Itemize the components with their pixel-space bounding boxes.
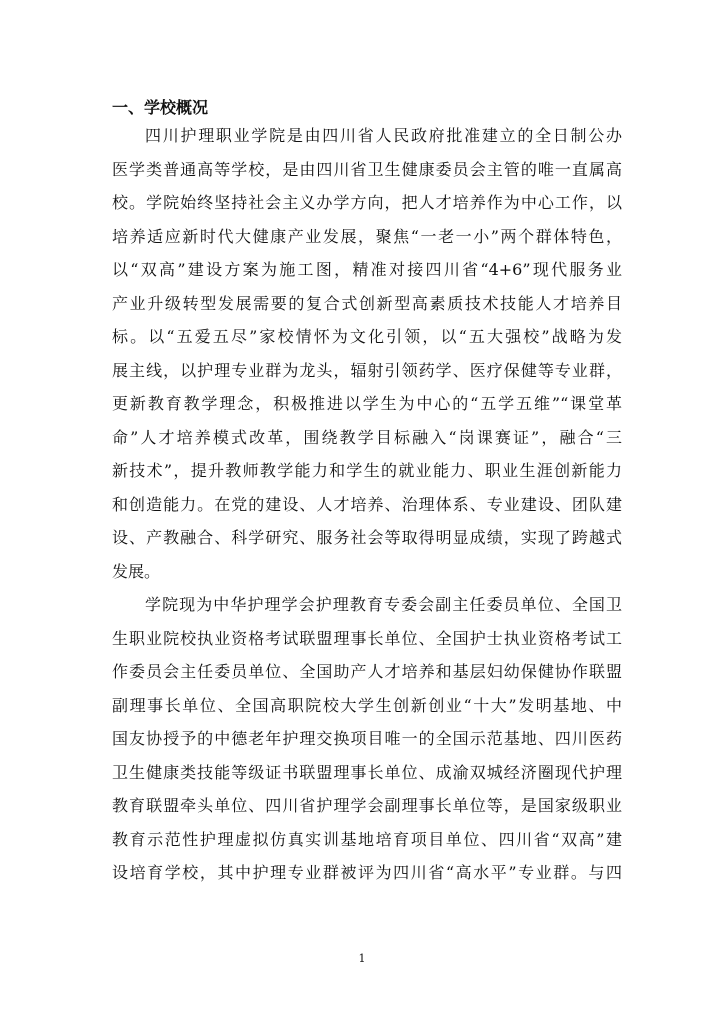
paragraph-2-line: 设培育学校，其中护理专业群被评为四川省“高水平”专业群。与四 — [112, 863, 622, 882]
paragraph-2-line: 学院现为中华护理学会护理教育专委会副主任委员单位、全国卫 — [145, 595, 622, 614]
paragraph-2-line: 生职业院校执业资格考试联盟理事长单位、全国护士执业资格考试工 — [112, 628, 622, 648]
paragraph-1-line: 展主线，以护理专业群为龙头，辐射引领药学、医疗保健等专业群， — [112, 360, 622, 380]
paragraph-1-line: 医学类普通高等学校，是由四川省卫生健康委员会主管的唯一直属高 — [112, 159, 622, 179]
paragraph-1-line: 更新教育教学理念，积极推进以学生为中心的“五学五维”“课堂革 — [112, 394, 622, 413]
paragraph-1-line: 培养适应新时代大健康产业发展，聚焦“一老一小”两个群体特色， — [112, 226, 622, 246]
paragraph-1-line: 命”人才培养模式改革，围绕教学目标融入“岗课赛证”，融合“三 — [112, 427, 622, 447]
paragraph-1-line: 以“双高”建设方案为施工图，精准对接四川省“4+6”现代服务业 — [112, 260, 622, 279]
paragraph-1-line: 标。以“五爱五尽”家校情怀为文化引领，以“五大强校”战略为发 — [112, 327, 622, 346]
paragraph-1-line: 设、产教融合、科学研究、服务社会等取得明显成绩，实现了跨越式 — [112, 528, 622, 547]
page-number: 1 — [358, 952, 366, 965]
body-text — [112, 119, 622, 890]
paragraph-1-line: 新技术”，提升教师教学能力和学生的就业能力、职业生涯创新能力 — [112, 461, 622, 480]
paragraph-1-line: 校。学院始终坚持社会主义办学方向，把人才培养作为中心工作，以 — [112, 193, 622, 212]
paragraph-2-line: 教育联盟牵头单位、四川省护理学会副理事长单位等，是国家级职业 — [112, 796, 622, 815]
paragraph-2-line: 作委员会主任委员单位、全国助产人才培养和基层妇幼保健协作联盟 — [112, 662, 622, 681]
paragraph-2-line: 副理事长单位、全国高职院校大学生创新创业“十大”发明基地、中 — [112, 695, 622, 715]
paragraph-2-line: 卫生健康类技能等级证书联盟理事长单位、成渝双城经济圈现代护理 — [112, 762, 622, 782]
paragraph-1-line: 产业升级转型发展需要的复合式创新型高素质技术技能人才培养目 — [112, 293, 622, 313]
paragraph-2-line: 教育示范性护理虚拟仿真实训基地培育项目单位、四川省“双高”建 — [112, 829, 622, 849]
section-heading: 一、学校概况 — [112, 98, 209, 117]
paragraph-1-line: 四川护理职业学院是由四川省人民政府批准建立的全日制公办 — [145, 126, 622, 145]
paragraph-2-line: 国友协授予的中德老年护理交换项目唯一的全国示范基地、四川医药 — [112, 729, 622, 748]
paragraph-1-line: 和创造能力。在党的建设、人才培养、治理体系、专业建设、团队建 — [112, 494, 622, 514]
paragraph-1-line: 发展。 — [112, 561, 161, 581]
